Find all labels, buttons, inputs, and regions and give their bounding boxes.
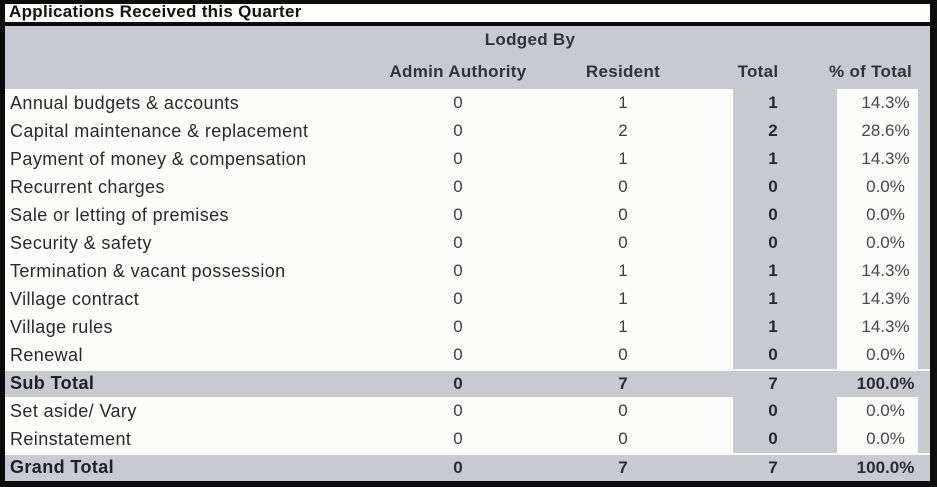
table-row <box>5 173 930 201</box>
row-label: Grand Total <box>10 457 115 477</box>
page-title: Applications Received this Quarter <box>9 2 302 21</box>
total-value: 0 <box>768 205 778 224</box>
table-row <box>5 285 930 313</box>
admin-authority-value: 0 <box>453 289 463 308</box>
admin-authority-value: 0 <box>453 317 463 336</box>
total-value: 0 <box>768 177 778 196</box>
total-value: 1 <box>768 317 778 336</box>
table-header <box>5 26 930 89</box>
total-value: 7 <box>768 374 778 393</box>
admin-authority-value: 0 <box>453 345 463 364</box>
pct-of-total-value: 14.3% <box>861 93 910 112</box>
column-header-resident: Resident <box>585 62 661 81</box>
row-label: Sale or letting of premises <box>10 205 229 225</box>
column-header-pct-of-total: % of Total <box>829 62 912 81</box>
row-label: Set aside/ Vary <box>10 401 137 421</box>
admin-authority-value: 0 <box>453 93 463 112</box>
table-row <box>5 369 930 397</box>
table-row <box>5 201 930 229</box>
resident-value: 1 <box>618 93 628 112</box>
total-value: 1 <box>768 289 778 308</box>
admin-authority-value: 0 <box>453 177 463 196</box>
admin-authority-value: 0 <box>453 429 463 448</box>
pct-of-total-value: 14.3% <box>861 149 910 168</box>
table-row <box>5 117 930 145</box>
table-body <box>5 89 930 481</box>
row-label: Reinstatement <box>10 429 132 449</box>
resident-value: 7 <box>618 458 628 477</box>
admin-authority-value: 0 <box>453 233 463 252</box>
admin-authority-value: 0 <box>453 458 463 477</box>
resident-value: 0 <box>618 177 628 196</box>
pct-of-total-value: 0.0% <box>866 177 905 196</box>
pct-of-total-value: 100.0% <box>856 374 915 393</box>
row-label: Sub Total <box>10 373 95 393</box>
resident-value: 1 <box>618 149 628 168</box>
table-row <box>5 89 930 117</box>
total-value: 1 <box>768 93 778 112</box>
resident-value: 7 <box>618 374 628 393</box>
table-rows <box>5 89 930 481</box>
resident-value: 0 <box>618 233 628 252</box>
pct-of-total-value: 100.0% <box>856 458 915 477</box>
admin-authority-value: 0 <box>453 121 463 140</box>
pct-of-total-value: 28.6% <box>861 121 910 140</box>
total-value: 1 <box>768 261 778 280</box>
resident-value: 1 <box>618 317 628 336</box>
total-value: 2 <box>768 121 778 140</box>
table-row <box>5 313 930 341</box>
resident-value: 0 <box>618 429 628 448</box>
table-row <box>5 257 930 285</box>
total-value: 7 <box>768 458 778 477</box>
table-row <box>5 397 930 425</box>
pct-of-total-value: 0.0% <box>866 205 905 224</box>
table-row <box>5 453 930 481</box>
pct-of-total-value: 14.3% <box>861 317 910 336</box>
pct-of-total-value: 0.0% <box>866 233 905 252</box>
pct-of-total-value: 0.0% <box>866 429 905 448</box>
table-row <box>5 425 930 453</box>
total-value: 0 <box>768 429 778 448</box>
admin-authority-value: 0 <box>453 401 463 420</box>
row-label: Payment of money & compensation <box>10 149 307 169</box>
admin-authority-value: 0 <box>453 261 463 280</box>
resident-value: 1 <box>618 261 628 280</box>
total-value: 0 <box>768 233 778 252</box>
resident-value: 0 <box>618 205 628 224</box>
pct-of-total-value: 14.3% <box>861 289 910 308</box>
table-row <box>5 145 930 173</box>
pct-of-total-value: 0.0% <box>866 401 905 420</box>
column-header-spacer <box>5 60 373 84</box>
row-label: Termination & vacant possession <box>10 261 286 281</box>
row-label: Renewal <box>10 345 83 365</box>
pct-of-total-value: 14.3% <box>861 261 910 280</box>
report-sheet <box>5 4 930 481</box>
admin-authority-value: 0 <box>453 149 463 168</box>
resident-value: 0 <box>618 345 628 364</box>
group-header-lodged-by: Lodged By <box>484 30 576 49</box>
total-value: 0 <box>768 401 778 420</box>
row-label: Capital maintenance & replacement <box>10 121 309 141</box>
admin-authority-value: 0 <box>453 374 463 393</box>
table-row <box>5 341 930 369</box>
title-bar <box>5 4 930 22</box>
row-label: Recurrent charges <box>10 177 165 197</box>
total-value: 0 <box>768 345 778 364</box>
total-value: 1 <box>768 149 778 168</box>
row-label: Village rules <box>10 317 113 337</box>
admin-authority-value: 0 <box>453 205 463 224</box>
row-label: Village contract <box>10 289 140 309</box>
table-row <box>5 229 930 257</box>
resident-value: 1 <box>618 289 628 308</box>
column-header-total: Total <box>737 62 779 81</box>
resident-value: 0 <box>618 401 628 420</box>
pct-of-total-value: 0.0% <box>866 345 905 364</box>
row-label: Annual budgets & accounts <box>10 93 240 113</box>
column-header-row <box>5 60 930 84</box>
resident-value: 2 <box>618 121 628 140</box>
row-label: Security & safety <box>10 233 152 253</box>
column-header-admin-authority: Admin Authority <box>389 62 527 81</box>
